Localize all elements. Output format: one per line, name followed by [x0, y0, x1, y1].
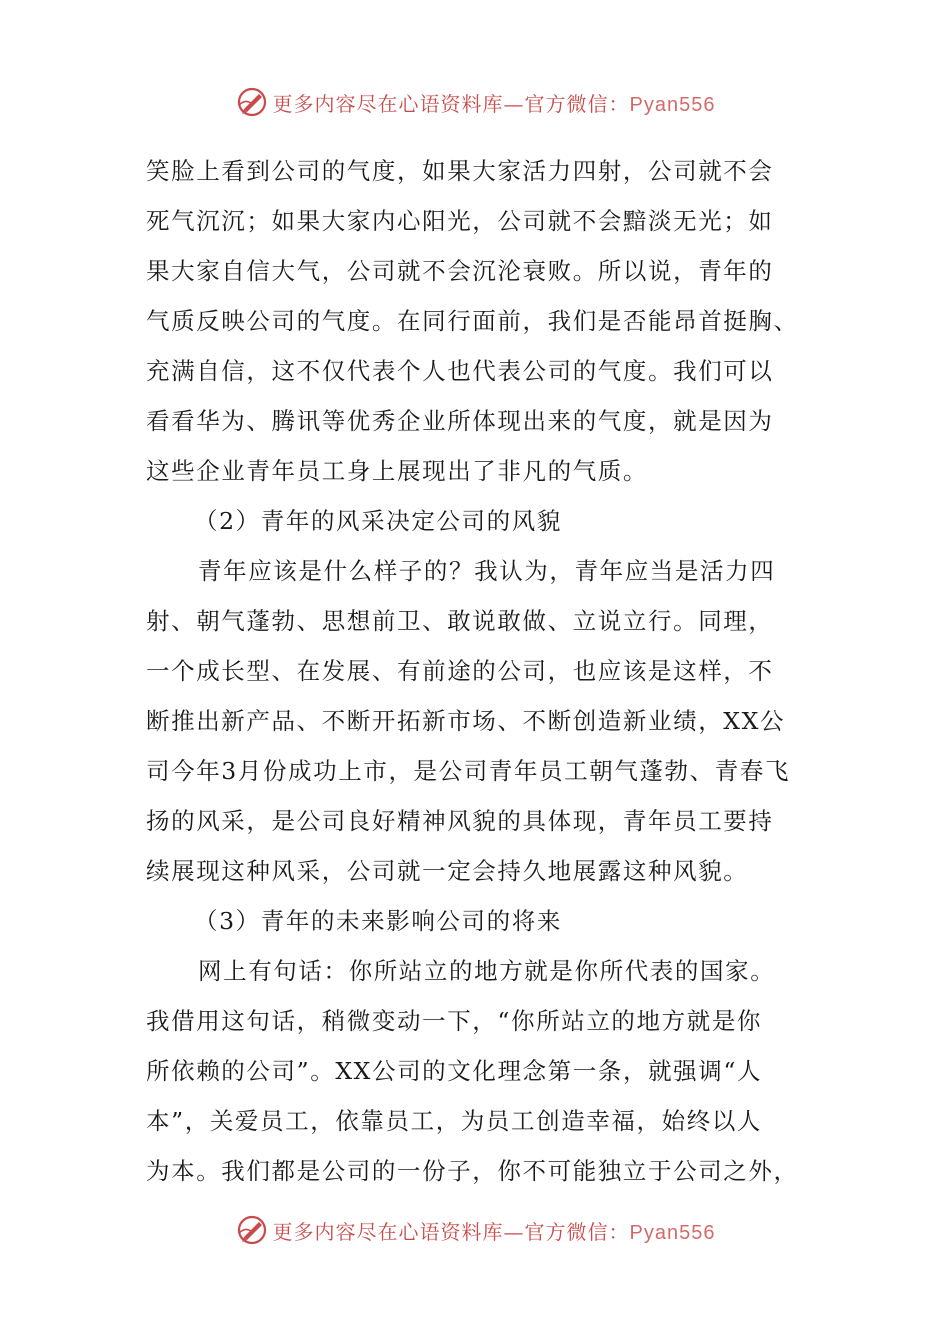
- text-line: 充满自信，这不仅代表个人也代表公司的气度。我们可以: [146, 357, 774, 385]
- text-line: 扬的风采，是公司良好精神风貌的具体现，青年员工要持: [146, 807, 774, 835]
- section-heading: （3）青年的未来影响公司的将来: [194, 907, 562, 935]
- text-line: 青年应该是什么样子的？我认为，青年应当是活力四: [198, 557, 776, 585]
- header-banner-text: 更多内容尽在心语资料库—官方微信：Pyan556: [272, 91, 716, 116]
- footer-wechat-id: Pyan556: [629, 1221, 716, 1244]
- footer-banner-text: 更多内容尽在心语资料库—官方微信：Pyan556: [272, 1219, 716, 1244]
- text-line: 看看华为、腾讯等优秀企业所体现出来的气度，就是因为: [146, 407, 774, 435]
- text-line: 所依赖的公司”。XX公司的文化理念第一条，就强调“人: [146, 1057, 763, 1085]
- section-heading: （2）青年的风采决定公司的风貌: [194, 507, 562, 535]
- text-line: 本”，关爱员工，依靠员工，为员工创造幸福，始终以人: [146, 1107, 763, 1135]
- text-line: 网上有句话：你所站立的地方就是你所代表的国家。: [198, 957, 776, 985]
- text-line: 笑脸上看到公司的气度，如果大家活力四射，公司就不会: [146, 157, 774, 185]
- header-wechat-id: Pyan556: [629, 93, 716, 116]
- text-line: 司今年3月份成功上市，是公司青年员工朝气蓬勃、青春飞: [146, 757, 791, 785]
- text-line: 死气沉沉；如果大家内心阳光，公司就不会黯淡无光；如: [146, 207, 774, 235]
- text-line: 这些企业青年员工身上展现出了非凡的气质。: [146, 457, 648, 485]
- text-line: 气质反映公司的气度。在同行面前，我们是否能昂首挺胸、: [146, 307, 799, 335]
- text-line: 为本。我们都是公司的一份子，你不可能独立于公司之外，: [146, 1157, 799, 1185]
- header-banner: [0, 82, 950, 122]
- text-line: 射、朝气蓬勃、思想前卫、敢说敢做、立说立行。同理，: [146, 607, 774, 635]
- text-line: 断推出新产品、不断开拓新市场、不断创造新业绩，XX公: [146, 707, 786, 735]
- text-line: 续展现这种风采，公司就一定会持久地展露这种风貌。: [146, 857, 749, 885]
- pen-logo-icon: [235, 1213, 269, 1247]
- text-line: 果大家自信大气，公司就不会沉沦衰败。所以说，青年的: [146, 257, 774, 285]
- pen-logo-icon: [235, 85, 269, 119]
- footer-banner: [0, 1210, 950, 1250]
- text-line: 一个成长型、在发展、有前途的公司，也应该是这样，不: [146, 657, 774, 685]
- text-line: 我借用这句话，稍微变动一下，“你所站立的地方就是你: [146, 1007, 763, 1035]
- document-body: [146, 146, 816, 1196]
